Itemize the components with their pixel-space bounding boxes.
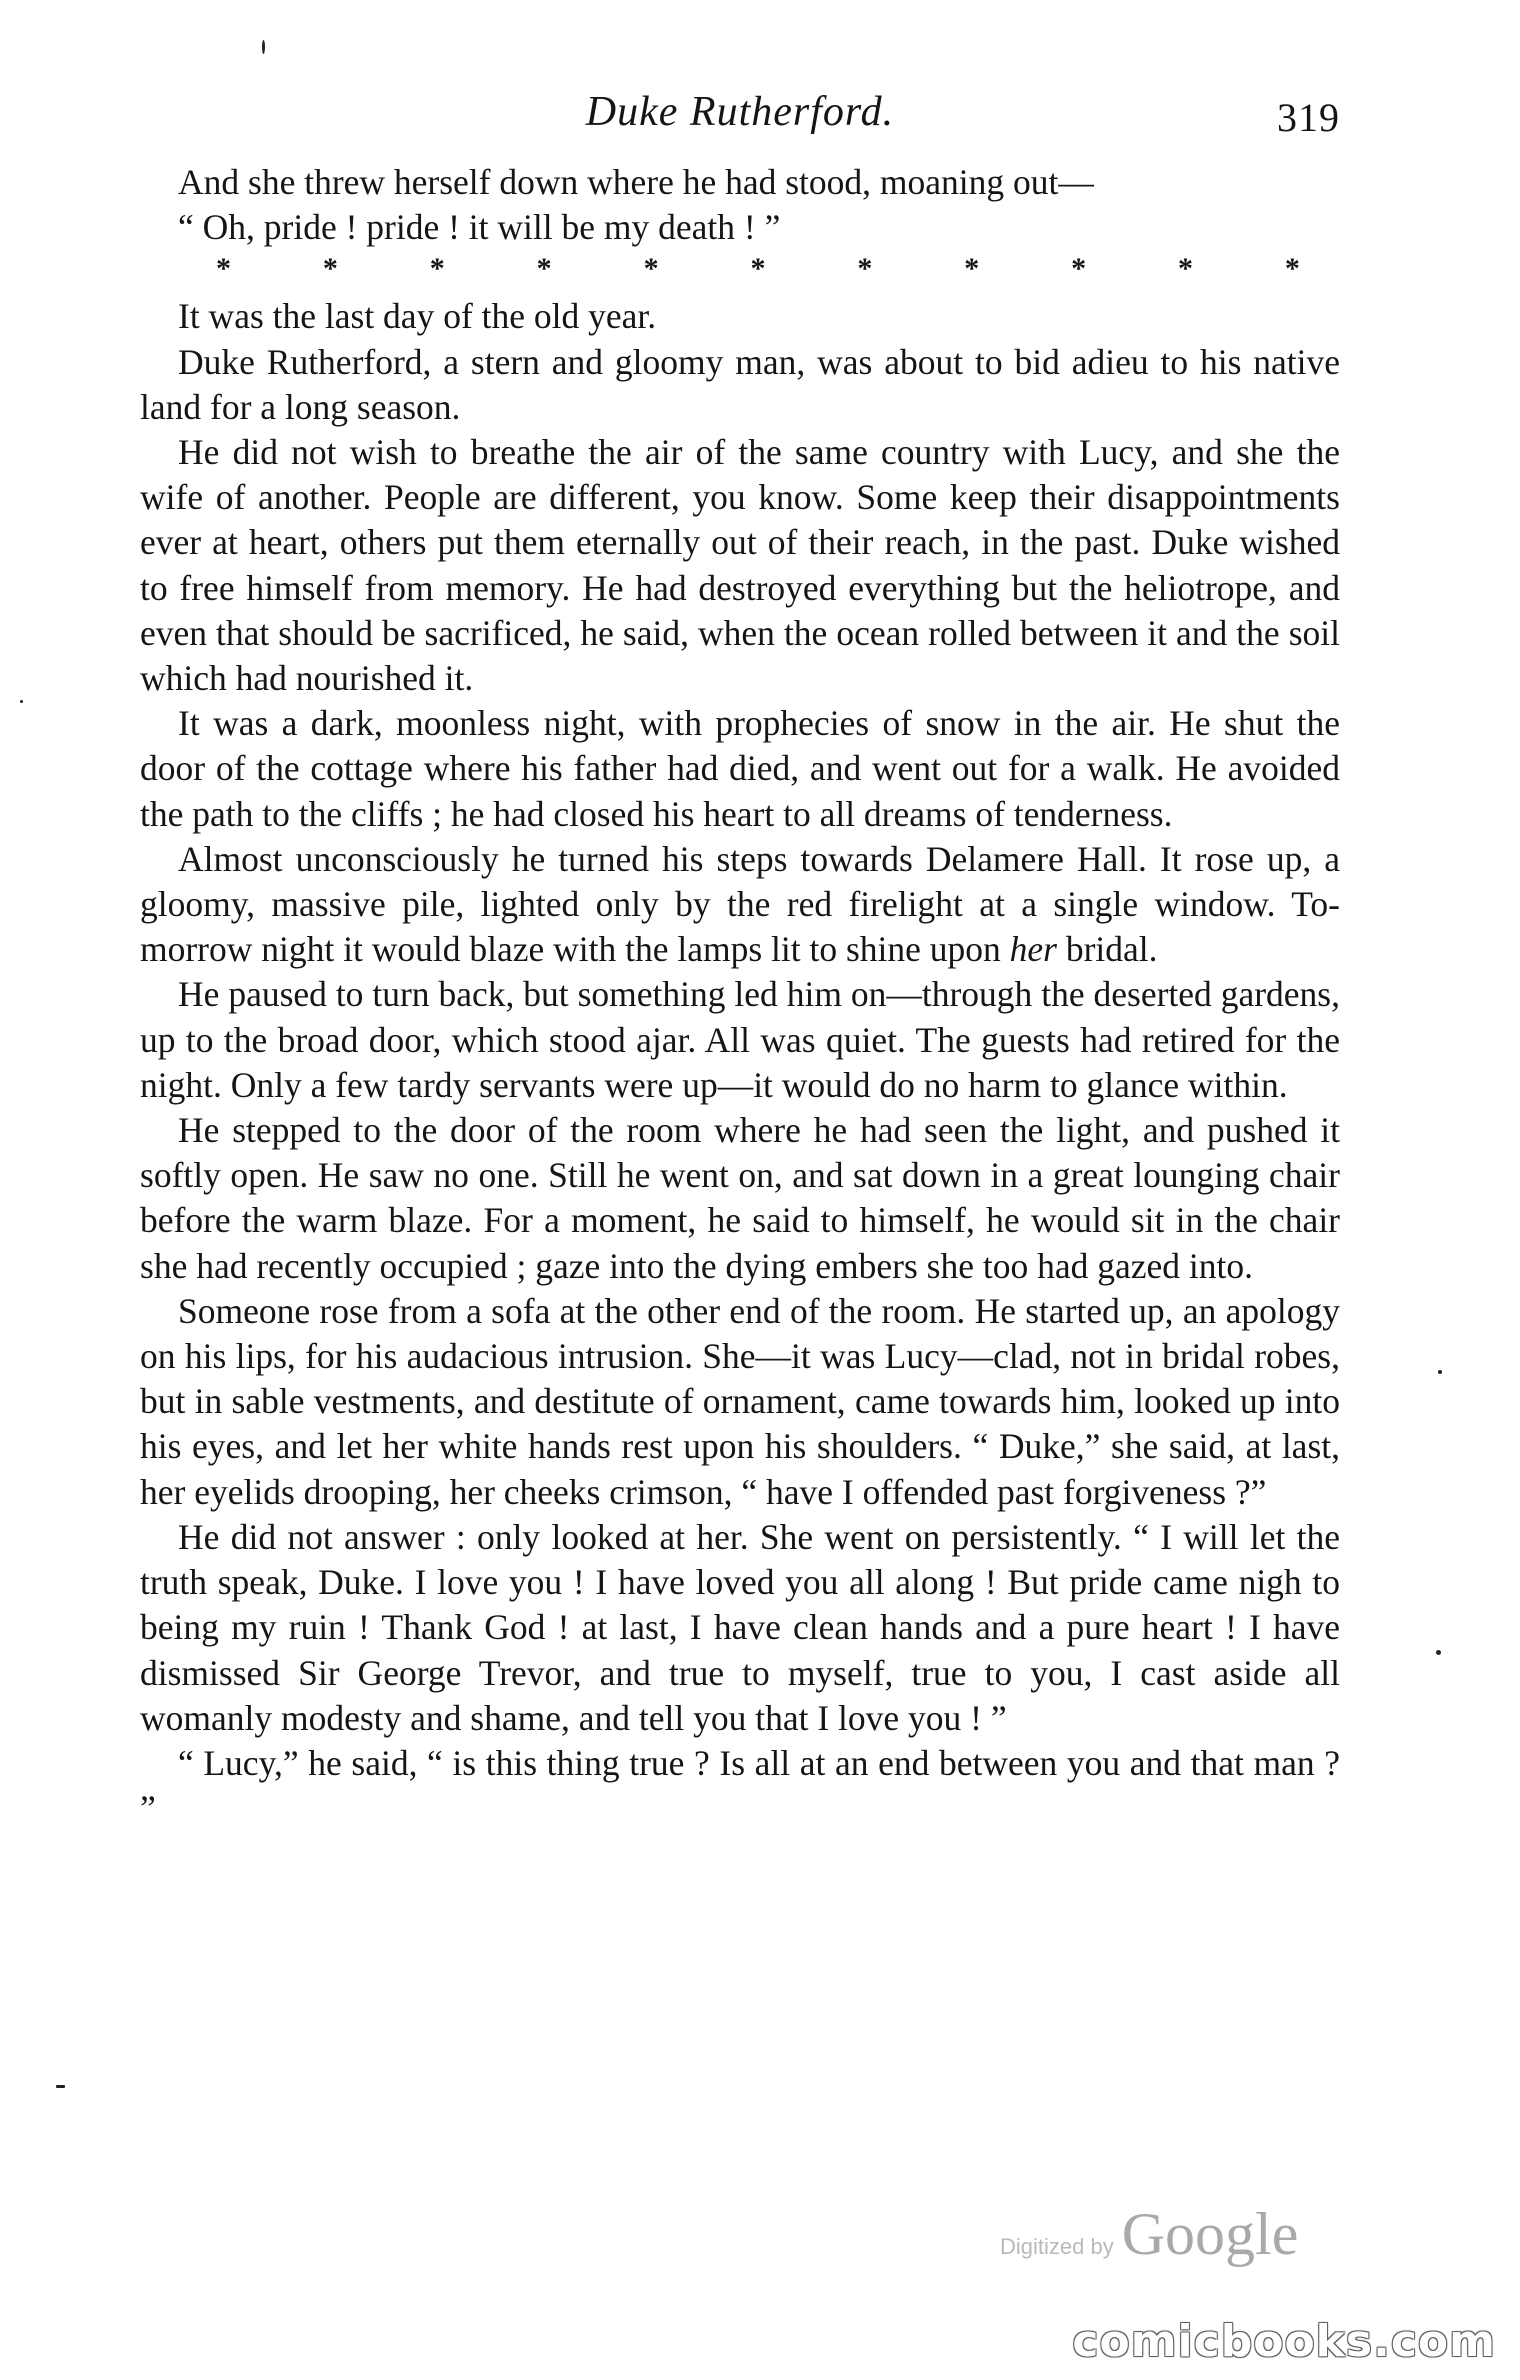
page-header [140, 88, 1340, 148]
paragraph: And she threw herself down where he had stood, moaning out— [178, 162, 1094, 202]
paragraph: He did not answer : only looked at her. She went on persistently. “ I will let the truth speak, Duke. I love you ! I have loved you all along ! But pride came nigh to being my ruin ! Thank God ! at last, I have clean hands and a pure heart ! I have dismissed Sir George Trevor, and true to myself, true to you, I cast aside all womanly modesty and shame, and tell you that I love you ! ” [140, 1516, 1340, 1738]
section-separator [140, 250, 1340, 294]
page-number: 319 [1277, 95, 1340, 140]
asterisk: * [643, 252, 659, 286]
digitized-prefix: Digitized by [1000, 2234, 1114, 2259]
scan-speck [56, 2085, 65, 2088]
asterisk: * [216, 252, 231, 286]
asterisk: * [1284, 252, 1300, 286]
google-logo: Google [1121, 2201, 1299, 2267]
asterisk: * [1178, 252, 1194, 286]
paragraph [140, 837, 1340, 973]
paragraph: Someone rose from a sofa at the other end of the room. He started up, an apology on his lips, for his audacious intrusion. She—it was Lucy—clad, not in bridal robes, but in sable vestments, and destitute of ornament, came towards him, looked up into his eyes, and let her white hands rest upon his shoulders. “ Duke,” she said, at last, her eyelids drooping, her cheeks crimson, “ have I offended past forgiveness ?” [140, 1290, 1340, 1512]
paragraph: Duke Rutherford, a stern and gloomy man, was about to bid adieu to his native land for a long season. [140, 341, 1340, 427]
asterisk: * [429, 252, 445, 286]
paragraph-text: Almost unconsciously he turned his steps towards Delamere Hall. It rose up, a gloomy, massive pile, lighted only by the red firelight at a single window. To-morrow night it would blaze with the lamps lit to shine upon [140, 838, 1340, 970]
scan-speck [1438, 1370, 1442, 1374]
scan-speck [20, 700, 23, 703]
asterisk: * [964, 252, 980, 286]
body-text [140, 160, 1340, 1831]
asterisk: * [322, 252, 338, 286]
paragraph: It was a dark, moonless night, with prophecies of snow in the air. He shut the door of the cottage where his father had died, and went out for a walk. He avoided the path to the cliffs ; he had closed his heart to all dreams of tenderness. [140, 703, 1340, 834]
scan-speck [262, 40, 265, 54]
italic-emphasis: her [1009, 929, 1057, 970]
paragraph: It was the last day of the old year. [178, 296, 657, 337]
paragraph: He did not wish to breathe the air of the same country with Lucy, and she the wife of another. People are different, you know. Some keep their disappointments ever at heart, others put them eternally out of their reach, in the past. Duke wished to free himself from memory. He had destroyed everything but the heliotrope, and even that should be sacrificed, he said, when the ocean rolled between it and the soil which had nourished it. [140, 432, 1340, 699]
paragraph: “ Lucy,” he said, “ is this thing true ? Is all at an end between you and that man ? ” [140, 1742, 1340, 1829]
paragraph: He stepped to the door of the room where he had seen the light, and pushed it softly open. He saw no one. Still he went on, and sat down in a great lounging chair before the warm blaze. For a moment, he said to himself, he would sit in the chair she had recently occupied ; gaze into the dying embers she too had gazed into. [140, 1110, 1340, 1286]
paragraph-text: bridal. [1056, 929, 1158, 970]
running-title: Duke Rutherford. [585, 89, 895, 135]
asterisk: * [750, 252, 766, 286]
paragraph: He paused to turn back, but something led him on—through the deserted gardens, up to the broad door, which stood ajar. All was quiet. The guests had retired for the night. Only a few tardy servants were up—it would do no harm to glance within. [140, 974, 1340, 1105]
digitized-by-mark [1000, 2200, 1298, 2280]
asterisk: * [536, 252, 552, 286]
asterisk: * [857, 252, 873, 286]
scan-speck [1436, 1650, 1441, 1655]
site-watermark: comicbooks.com [1072, 2316, 1496, 2367]
asterisk: * [1071, 252, 1087, 286]
paragraph: “ Oh, pride ! pride ! it will be my death ! ” [178, 207, 781, 248]
